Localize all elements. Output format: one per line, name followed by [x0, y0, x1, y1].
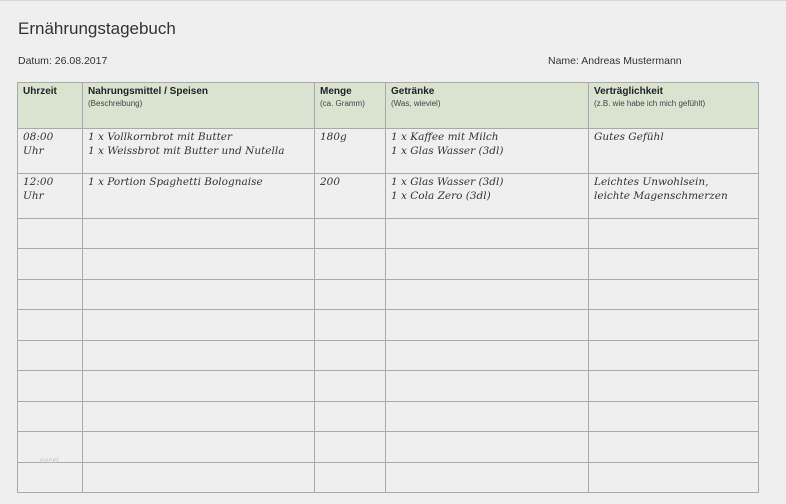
header-row: [18, 83, 759, 129]
empty-cell[interactable]: [386, 463, 589, 493]
empty-cell[interactable]: [386, 280, 589, 310]
header-label: Getränke: [391, 86, 435, 97]
header-label: Verträglichkeit: [594, 86, 663, 97]
cell-text: 1 x Glas Wasser (3dl): [391, 176, 504, 188]
watermark-text: excel: [40, 456, 59, 465]
cell-text: 1 x Vollkornbrot mit Butter: [88, 131, 233, 143]
cell-time[interactable]: [18, 129, 83, 174]
cell-text: Uhr: [23, 190, 44, 202]
empty-cell[interactable]: [589, 341, 759, 371]
empty-cell[interactable]: [315, 219, 386, 249]
cell-tolerance[interactable]: [589, 174, 759, 219]
empty-row: [18, 371, 759, 402]
empty-cell[interactable]: [315, 402, 386, 432]
cell-text: 200: [320, 176, 341, 188]
cell-drinks[interactable]: [386, 174, 589, 219]
empty-cell[interactable]: [315, 310, 386, 341]
document-title: Ernährungstagebuch: [18, 19, 176, 38]
date-label: Datum: 26.08.2017: [18, 55, 108, 67]
cell-amount[interactable]: [315, 174, 386, 219]
table-row: [18, 129, 759, 174]
cell-drinks[interactable]: [386, 129, 589, 174]
empty-cell[interactable]: [18, 371, 83, 402]
cell-amount[interactable]: [315, 129, 386, 174]
empty-cell[interactable]: [386, 341, 589, 371]
cell-text: Uhr: [23, 145, 44, 157]
cell-food[interactable]: [83, 129, 315, 174]
empty-cell[interactable]: [315, 463, 386, 493]
empty-cell[interactable]: [386, 219, 589, 249]
food-diary-table: [17, 82, 759, 493]
empty-cell[interactable]: [315, 249, 386, 280]
cell-text: 1 x Weissbrot mit Butter und Nutella: [88, 145, 285, 157]
empty-cell[interactable]: [83, 341, 315, 371]
empty-cell[interactable]: [386, 432, 589, 463]
cell-time[interactable]: [18, 174, 83, 219]
empty-row: [18, 463, 759, 493]
empty-cell[interactable]: [589, 280, 759, 310]
empty-cell[interactable]: [589, 310, 759, 341]
cell-text: leichte Magenschmerzen: [594, 190, 728, 202]
empty-cell[interactable]: [589, 432, 759, 463]
header-sublabel: (Beschreibung): [88, 99, 143, 108]
empty-cell[interactable]: [18, 341, 83, 371]
cell-text: 1 x Portion Spaghetti Bolognaise: [88, 176, 263, 188]
header-drinks: [386, 83, 589, 129]
cell-text: 1 x Cola Zero (3dl): [391, 190, 491, 202]
empty-cell[interactable]: [315, 341, 386, 371]
empty-row: [18, 432, 759, 463]
empty-cell[interactable]: [589, 249, 759, 280]
empty-cell[interactable]: [18, 310, 83, 341]
cell-text: Gutes Gefühl: [594, 131, 664, 143]
empty-cell[interactable]: [83, 310, 315, 341]
empty-cell[interactable]: [589, 402, 759, 432]
header-sublabel: (ca. Gramm): [320, 99, 365, 108]
empty-row: [18, 341, 759, 371]
header-sublabel: (z.B. wie habe ich mich gefühlt): [594, 99, 706, 108]
cell-text: 08:00: [23, 131, 54, 143]
empty-cell[interactable]: [83, 280, 315, 310]
empty-row: [18, 249, 759, 280]
empty-cell[interactable]: [386, 249, 589, 280]
cell-text: 1 x Glas Wasser (3dl): [391, 145, 504, 157]
empty-row: [18, 310, 759, 341]
empty-cell[interactable]: [386, 402, 589, 432]
header-food: [83, 83, 315, 129]
empty-cell[interactable]: [83, 249, 315, 280]
empty-cell[interactable]: [18, 219, 83, 249]
empty-cell[interactable]: [18, 249, 83, 280]
empty-cell[interactable]: [83, 463, 315, 493]
empty-cell[interactable]: [589, 371, 759, 402]
empty-cell[interactable]: [18, 280, 83, 310]
empty-row: [18, 402, 759, 432]
name-label: Name: Andreas Mustermann: [548, 55, 682, 67]
header-label: Menge: [320, 86, 352, 97]
cell-text: Leichtes Unwohlsein,: [594, 176, 709, 188]
cell-tolerance[interactable]: [589, 129, 759, 174]
empty-cell[interactable]: [315, 280, 386, 310]
empty-cell[interactable]: [589, 463, 759, 493]
cell-food[interactable]: [83, 174, 315, 219]
empty-cell[interactable]: [386, 310, 589, 341]
empty-cell[interactable]: [83, 371, 315, 402]
header-tolerance: [589, 83, 759, 129]
cell-text: 12:00: [23, 176, 54, 188]
cell-text: 180g: [320, 131, 347, 143]
empty-cell[interactable]: [18, 463, 83, 493]
header-time: [18, 83, 83, 129]
empty-row: [18, 219, 759, 249]
empty-cell[interactable]: [83, 432, 315, 463]
header-amount: [315, 83, 386, 129]
empty-row: [18, 280, 759, 310]
header-label: Nahrungsmittel / Speisen: [88, 86, 209, 97]
table-row: [18, 174, 759, 219]
empty-cell[interactable]: [315, 432, 386, 463]
empty-cell[interactable]: [83, 219, 315, 249]
empty-cell[interactable]: [18, 402, 83, 432]
empty-cell[interactable]: [315, 371, 386, 402]
empty-cell[interactable]: [83, 402, 315, 432]
empty-cell[interactable]: [589, 219, 759, 249]
header-label: Uhrzeit: [23, 86, 57, 97]
header-sublabel: (Was, wieviel): [391, 99, 441, 108]
empty-cell[interactable]: [386, 371, 589, 402]
cell-text: 1 x Kaffee mit Milch: [391, 131, 499, 143]
